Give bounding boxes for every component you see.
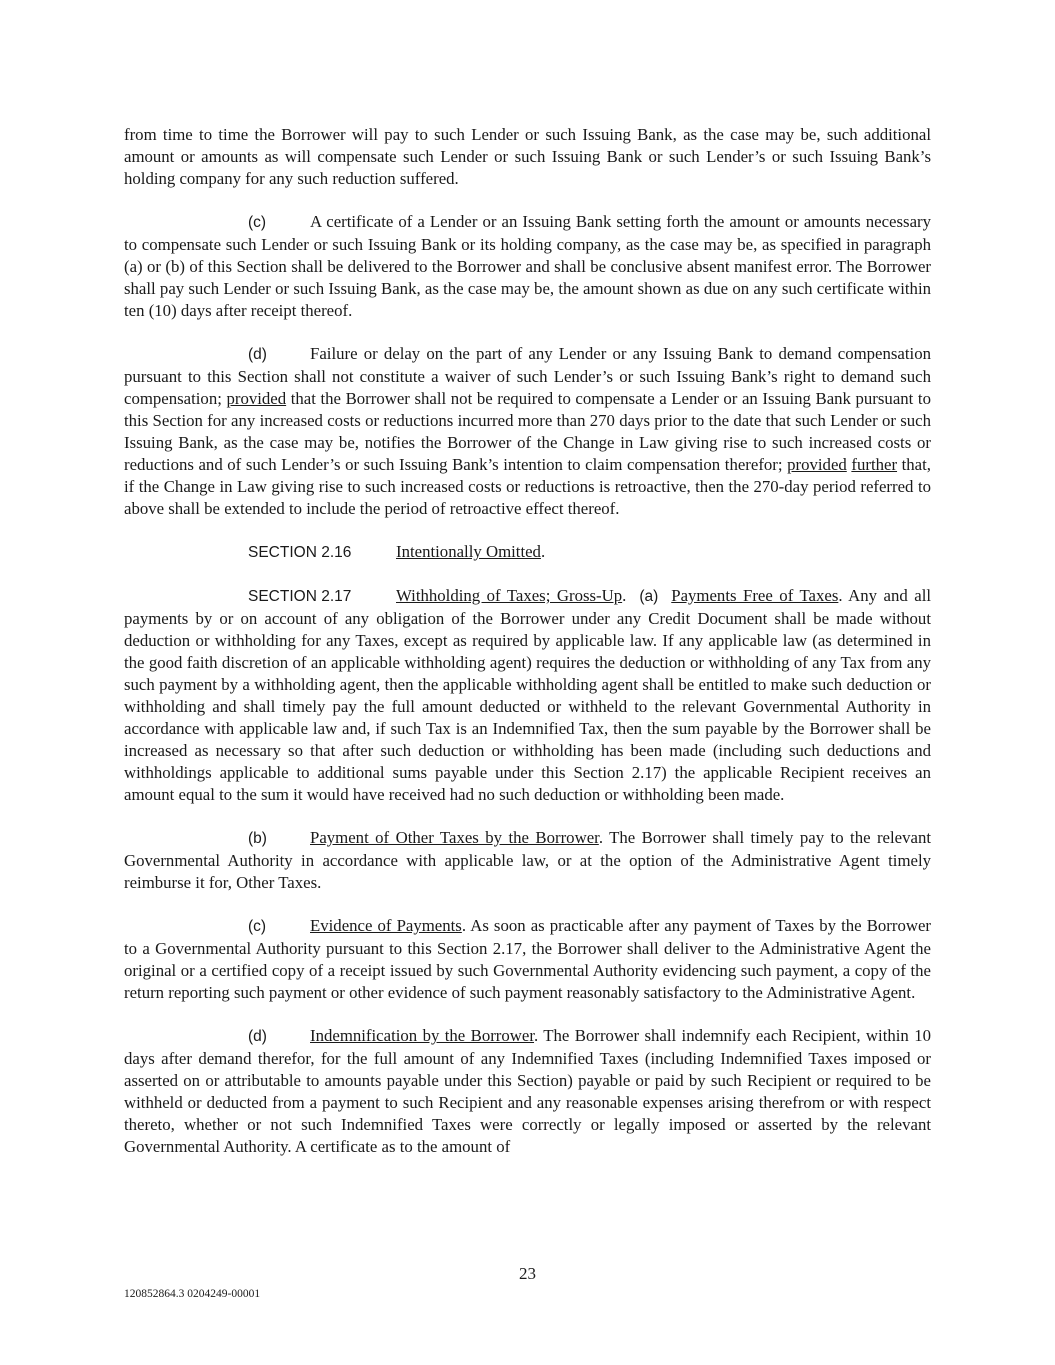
section-number: SECTION 2.17 [248, 588, 352, 605]
item-label: (a) [639, 588, 659, 605]
paragraph-text: . The Borrower shall indemnify each Recipient, within 10 days after demand therefor, for the full amount of any Indemnified Taxes (including Indemnified Taxes imposed or asserted on or attributable to amounts payable under this Section) payable or paid by such Recipient or required to be withheld or deducted from a payment to such Recipient and any reasonable expenses arising therefrom or with respect thereto, whether or not such Indemnified Taxes were correctly or legally imposed or asserted by the relevant Governmental Authority. A certificate as to the amount of [124, 1026, 931, 1156]
paragraph-text: . As soon as practicable after any payment of Taxes by the Borrower to a Governmental Authority pursuant to this Section 2.17, the Borrower shall deliver to the Administrative Agent the original or a certified copy of a receipt issued by such Governmental Authority evidencing such payment, a copy of the return reporting such payment or other evidence of such payment reasonably satisfactory to the Administrative Agent. [124, 916, 931, 1002]
section-title: Intentionally Omitted [396, 542, 541, 561]
section-title-end: . [540, 542, 546, 561]
section-2-16-heading [124, 541, 931, 564]
provided-term: provided [787, 455, 847, 474]
section-separator: . [622, 586, 640, 605]
page-number: 23 [519, 1264, 536, 1283]
paragraph-text: from time to time the Borrower will pay to such Lender or such Issuing Bank, as the case may be, such additional amount or amounts as will compensate such Lender or such Issuing Bank or such Lender’s or such Issuing Bank’s holding company for any such reduction suffered. [124, 125, 931, 188]
subsection-title: Payments Free of Taxes [671, 586, 839, 605]
paragraph-b-other-taxes [124, 827, 931, 894]
section-title: Withholding of Taxes; Gross-Up [396, 586, 623, 605]
paragraph-text: Failure or delay on the part of any Lender or any Issuing Bank to demand compensation pursuant to this Section shall not constitute a waiver of such Lender’s or such Issuing Bank’s right to demand such compensation; [124, 344, 931, 408]
provided-term: provided [226, 389, 287, 408]
paragraph-c-certificate [124, 211, 931, 322]
paragraph-text: that the Borrower shall not be required to compensate a Lender or an Issuing Bank pursuant to this Section for any increased costs or reductions incurred more than 270 days prior to the date that such Lender or such Issuing Bank, as the case may be, notifies the Borrower of the Change in Law giving rise to such increased costs or reductions and of such Lender’s or such Issuing Bank’s intention to claim compensation therefor; [124, 389, 931, 474]
item-label: (c) [248, 918, 267, 935]
subsection-title: Payment of Other Taxes by the Borrower [310, 828, 599, 847]
section-number: SECTION 2.16 [248, 544, 352, 561]
subsection-title: Indemnification by the Borrower [310, 1026, 535, 1045]
paragraph-c-evidence-of-payments [124, 915, 931, 1004]
paragraph-d-indemnification [124, 1025, 931, 1158]
paragraph-text: A certificate of a Lender or an Issuing Bank setting forth the amount or amounts necessary to compensate such Lender or such Issuing Bank or its holding company, as the case may be, as specified in paragraph (a) or (b) of this Section shall be delivered to the Borrower and shall be conclusive absent manifest error. The Borrower shall pay such Lender or such Issuing Bank, as the case may be, the amount shown as due on any such certificate within ten (10) days after receipt thereof. [124, 212, 931, 320]
paragraph-text: . The Borrower shall timely pay to the relevant Governmental Authority in accordance with applicable law, or at the option of the Administrative Agent timely reimburse it for, Other Taxes. [124, 828, 932, 892]
item-label: (d) [248, 1028, 267, 1045]
document-id: 120852864.3 0204249-00001 [124, 1288, 261, 1300]
further-term: further [851, 455, 898, 474]
paragraph-text: . Any and all payments by or on account of any obligation of the Borrower under any Credit Document shall be made without deduction or withholding for any Taxes, except as required by applicable law. If any applicable law (as determined in the good faith discretion of an applicable withholding agent) requires the deduction or withholding of any Tax from any such payment by a withholding agent, then the applicable withholding agent shall be entitled to make such deduction or withholding and shall timely pay the full amount deducted or withheld to the relevant Governmental Authority in accordance with applicable law and, if such Tax is an Indemnified Tax, then the sum payable by the Borrower shall be increased as necessary so that after such deduction or withholding has been made (including such deductions and withholdings applicable to additional sums payable under this Section 2.17) the applicable Recipient receives an amount equal to the sum it would have received had no such deduction or withholding been made. [124, 586, 932, 804]
document-page [124, 124, 931, 1179]
paragraph-text: that, if the Change in Law giving rise to such increased costs or reductions is retroactive, then the 270-day period referred to above shall be extended to include the period of retroactive effect thereof. [124, 455, 931, 518]
section-2-17-paragraph [124, 585, 931, 806]
item-label: (c) [248, 214, 267, 231]
item-label: (b) [248, 830, 267, 847]
paragraph-continuation [124, 124, 931, 190]
subsection-title: Evidence of Payments [310, 916, 462, 935]
paragraph-d-failure-or-delay [124, 343, 931, 520]
item-label: (d) [248, 346, 267, 363]
